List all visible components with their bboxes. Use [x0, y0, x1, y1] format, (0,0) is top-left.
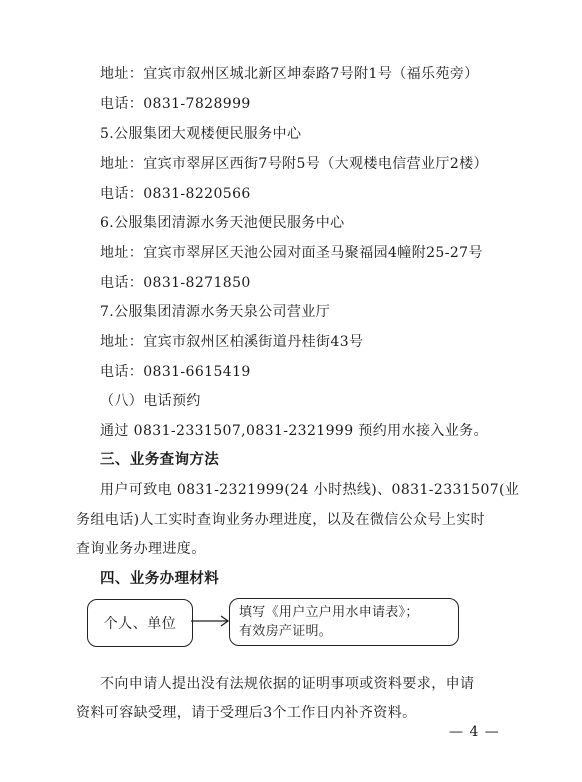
note-line-1: 不向申请人提出没有法规依据的证明事项或资料要求，申请 [100, 676, 475, 692]
address-line-4: 地址：宜宾市叙州区城北新区坤泰路7号附1号（福乐苑旁） [100, 66, 479, 82]
materials-item-application-form: 填写《用户立户用水申请表》； [239, 605, 419, 620]
applicant-box [87, 599, 193, 647]
query-paragraph-line-1: 用户可致电 0831-2321999(24 小时热线)、0831-2331507(业 [100, 482, 520, 498]
section-heading-materials: 四、业务办理材料 [100, 571, 220, 587]
service-center-title-5: 5.公服集团大观楼便民服务中心 [100, 126, 302, 142]
subsection-heading-phone-booking: （八）电话预约 [100, 393, 201, 409]
page-number: — 4 — [449, 724, 500, 740]
phone-booking-text: 通过 0831-2331507,0831-2321999 预约用水接入业务。 [100, 423, 488, 439]
phone-line-5: 电话：0831-8220566 [100, 186, 251, 202]
note-line-2: 资料可容缺受理，请于受理后3个工作日内补齐资料。 [76, 705, 417, 721]
materials-item-property-certificate: 有效房产证明。 [239, 624, 333, 639]
section-heading-query: 三、业务查询方法 [100, 452, 220, 468]
phone-line-4: 电话：0831-7828999 [100, 96, 251, 112]
address-line-5: 地址：宜宾市翠屏区西街7号附5号（大观楼电信营业厅2楼） [100, 156, 488, 172]
address-line-6: 地址：宜宾市翠屏区天池公园对面圣马聚福园4幢附25-27号 [100, 245, 483, 261]
materials-box [229, 598, 459, 646]
phone-line-6: 电话：0831-8271850 [100, 275, 251, 291]
phone-line-7: 电话：0831-6615419 [100, 364, 251, 380]
query-paragraph-line-3: 查询业务办理进度。 [76, 541, 206, 557]
query-paragraph-line-2: 务组电话)人工实时查询业务办理进度，以及在微信公众号上实时 [76, 512, 486, 528]
address-line-7: 地址：宜宾市叙州区柏溪街道丹桂街43号 [100, 334, 364, 350]
service-center-title-7: 7.公服集团清源水务天泉公司营业厅 [100, 304, 331, 320]
applicant-label: 个人、单位 [103, 616, 177, 632]
service-center-title-6: 6.公服集团清源水务天池便民服务中心 [100, 215, 345, 231]
arrow-right-icon [191, 614, 231, 628]
